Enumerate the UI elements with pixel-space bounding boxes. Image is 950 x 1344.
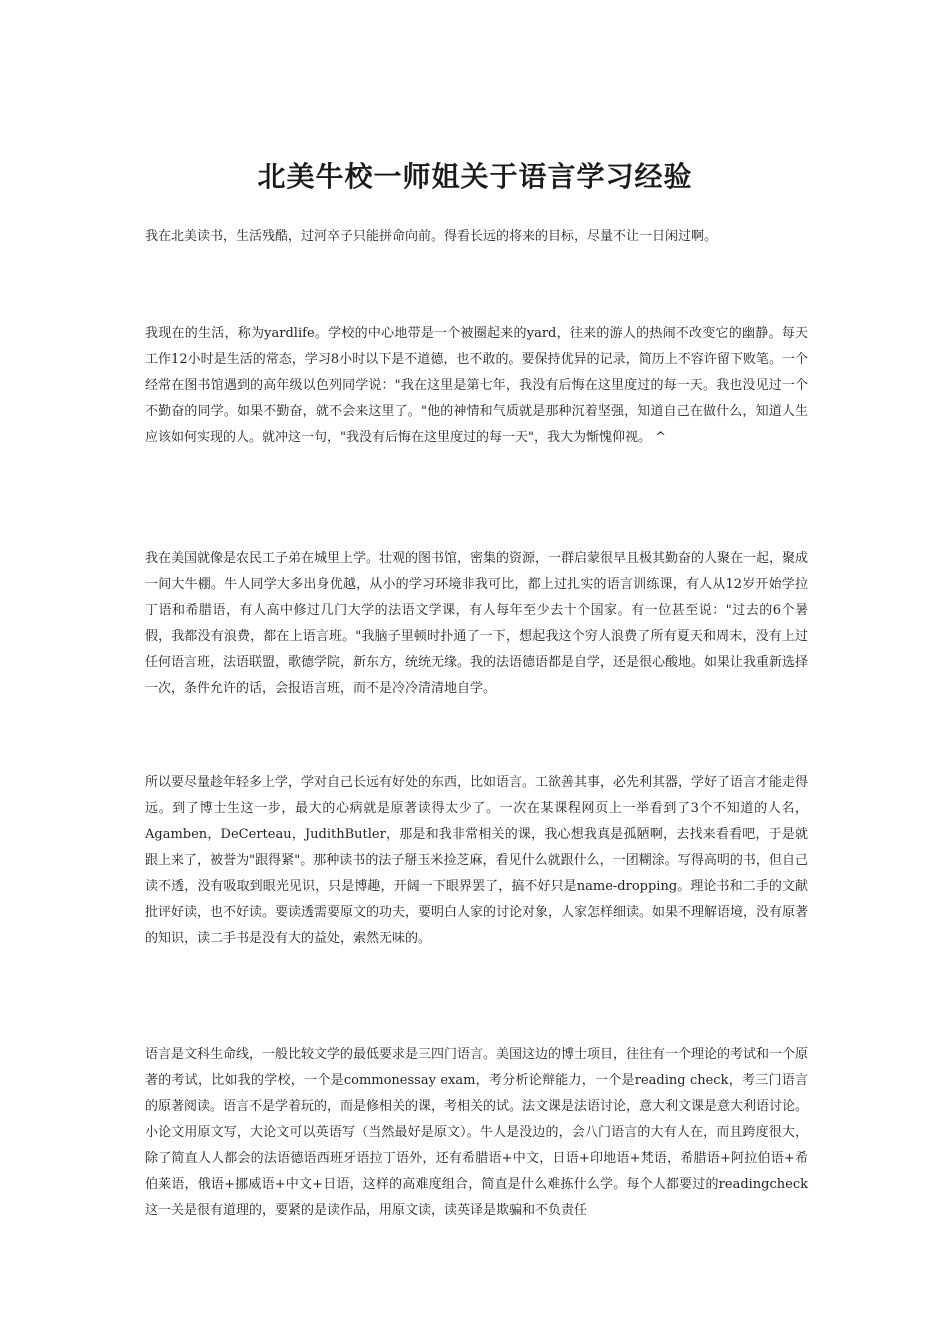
paragraph-learn-languages: 所以要尽量趁年轻多上学，学对自己长远有好处的东西，比如语言。工欲善其事，必先利其器，学好了语言才能走得远。到了博士生这一步，最大的心病就是原著读得太少了。一次在某课程网页上一举看到了3个不知道的人名，Agamben，DeCerteau，JudithButler，那是和我非常相关的课，我心想我真是孤陋啊，去找来看看吧，于是就跟上来了，被誉为"跟得紧"。那种读书的法子掰玉米捡芝麻，看见什么就跟什么，一团糊涂。写得高明的书，但自己读不透，没有吸取到眼光见识，只是博趣，开阔一下眼界罢了，搞不好只是name-dropping。理论书和二手的文献批评好读，也不好读。要读透需要原文的功夫，要明白人家的讨论对象，人家怎样细读。如果不理解语境，没有原著的知识，读二手书是没有大的益处，索然无味的。 (145, 775, 809, 946)
document-title: 北美牛校一师姐关于语言学习经验 (257, 160, 693, 193)
paragraph-language-lifeline: 语言是文科生命线，一般比较文学的最低要求是三四门语言。美国这边的博士项目，往往有一个理论的考试和一个原著的考试，比如我的学校，一个是commonessay exam，考分析论辩能力，一个是reading check，考三门语言的原著阅读。语言不是学着玩的，而是修相关的课，考相关的试。法文课是法语讨论，意大利文课是意大利语讨论。小论文用原文写，大论文可以英语写（当然最好是原文）。牛人是没边的，会八门语言的大有人在，而且跨度很大，除了简直人人都会的法语德语西班牙语拉丁语外，还有希腊语+中文，日语+印地语+梵语，希腊语+阿拉伯语+希伯莱语，俄语+挪威语+中文+日语，这样的高难度组合，简直是什么难拣什么学。每个人都要过的readingcheck这一关是很有道理的，要紧的是读作品，用原文读，读英译是欺骗和不负责任 (145, 1047, 809, 1218)
paragraph-yardlife: 我现在的生活，称为yardlife。学校的中心地带是一个被圈起来的yard，往来的游人的热闹不改变它的幽静。每天工作12小时是生活的常态，学习8小时以下是不道德，也不敢的。要保持优异的记录，简历上不容许留下败笔。一个经常在图书馆遇到的高年级以色列同学说："我在这里是第七年，我没有后悔在这里度过的每一天。我也没见过一个不勤奋的同学。如果不勤奋，就不会来这里了。"他的神情和气质就是那种沉着坚强，知道自己在做什么，知道人生应该如何实现的人。就冲这一句，"我没有后悔在这里度过的每一天"，我大为惭愧仰视。 ^ (145, 326, 808, 445)
paragraph-us-study: 我在美国就像是农民工子弟在城里上学。壮观的图书馆，密集的资源，一群启蒙很早且极其勤奋的人聚在一起，聚成一间大牛棚。牛人同学大多出身优越，从小的学习环境非我可比，都上过扎实的语言训练课，有人从12岁开始学拉丁语和希腊语，有人高中修过几门大学的法语文学课，有人每年至少去十个国家。有一位甚至说："过去的6个暑假，我都没有浪费，都在上语言班。"我脑子里顿时扑通了一下，想起我这个穷人浪费了所有夏天和周末，没有上过任何语言班，法语联盟，歌德学院，新东方，统统无缘。我的法语德语都是自学，还是很心酸地。如果让我重新选择一次，条件允许的话，会报语言班，而不是冷冷清清地自学。 (145, 551, 809, 696)
paragraph-intro: 我在北美读书，生活残酷，过河卒子只能拼命向前。得看长远的将来的目标，尽量不让一日闲过啊。 (145, 229, 718, 244)
